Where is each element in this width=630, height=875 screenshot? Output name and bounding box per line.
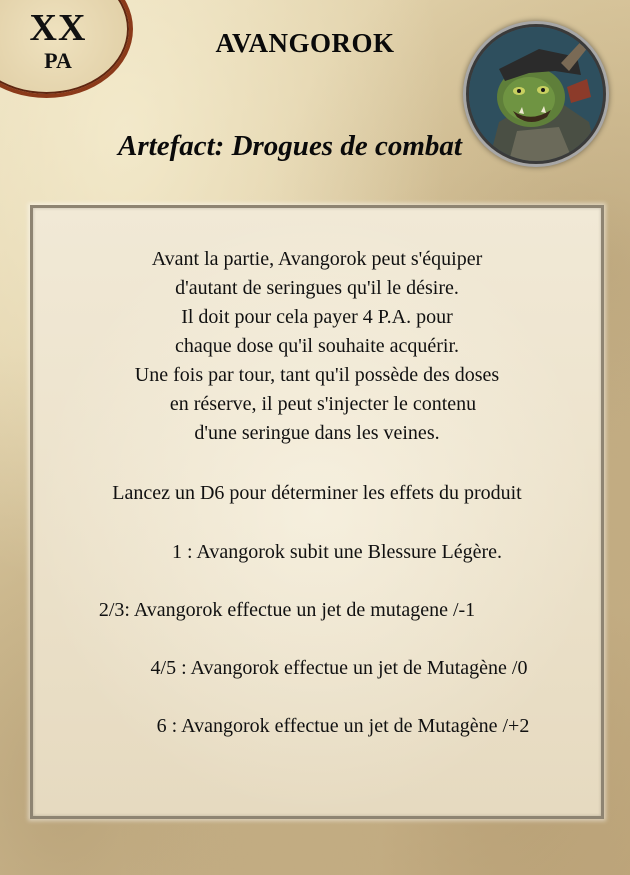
intro-line: d'une seringue dans les veines. [194,422,440,444]
intro-line: chaque dose qu'il souhaite acquérir. [174,335,460,357]
intro-line: d'autant de seringues qu'il le désire. [175,277,459,299]
result-line: 2/3: Avangorok effectue un jet de mutagene /-1 [98,599,476,621]
intro-line: Il doit pour cela payer 4 P.A. pour [181,306,453,328]
card-title: AVANGOROK [215,28,395,58]
artifact-subtitle: Artefact: Drogues de combat [118,130,462,162]
points-unit: PA [44,48,72,73]
result-line: 1 : Avangorok subit une Blessure Légère. [171,541,503,563]
roll-instruction: Lancez un D6 pour déterminer les effets du produit [112,482,522,504]
intro-line: Une fois par tour, tant qu'il possède des doses [134,364,500,386]
points-value: XX [29,7,87,49]
intro-line: Avant la partie, Avangorok peut s'équiper [151,248,483,270]
result-line: 6 : Avangorok effectue un jet de Mutagène /+2 [156,715,530,737]
result-line: 4/5 : Avangorok effectue un jet de Mutagène /0 [150,657,528,679]
rules-text-box [30,205,604,819]
intro-line: en réserve, il peut s'injecter le contenu [169,393,477,415]
